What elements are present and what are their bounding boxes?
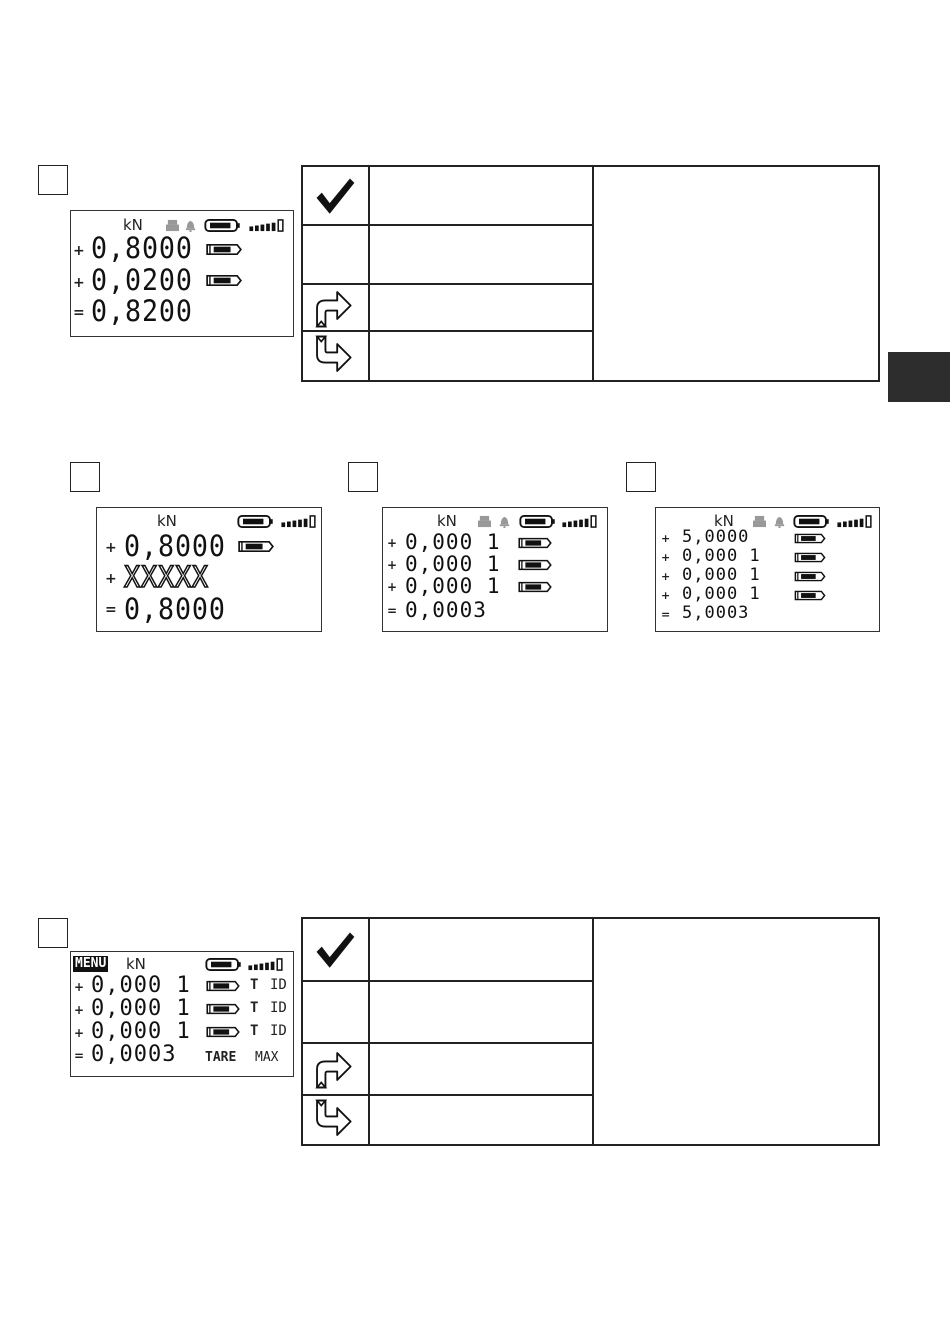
reading-value: 0,000 1 [682,546,761,566]
row-sign: = [73,305,85,321]
battery-icon [793,515,831,528]
sensor-icon [205,242,243,257]
signal-strength-icon [561,515,601,528]
arrow-down-icon[interactable] [312,1097,354,1141]
unit-label: kN [437,512,457,530]
printer-icon [477,515,492,528]
battery-icon [519,515,557,528]
reading-value: 0,000 1 [682,584,761,604]
menu-indicator: MENU [75,956,107,971]
step-box-2b [348,462,378,492]
step-box-2a [70,462,100,492]
reading-value: 0,000 1 [682,565,761,585]
tare-label: TARE [205,1050,237,1065]
row-sign: + [661,589,671,602]
id-flag: ID [270,977,287,993]
arrow-up-icon[interactable] [312,1047,354,1091]
signal-strength-icon [248,219,288,232]
row-sign: = [387,604,398,618]
reading-value: 0,000 1 [405,552,501,576]
id-flag: ID [270,1023,287,1039]
sensor-icon [205,273,243,288]
sensor-icon [517,558,553,572]
tare-flag: T [250,1023,259,1039]
sensor-icon [517,580,553,594]
sensor-icon [517,536,553,550]
reading-value: 0,000 1 [91,973,191,998]
reading-value: 0,8000 [124,592,226,626]
row-sign: + [387,580,398,594]
row-sign: + [661,532,671,545]
printer-icon [752,515,767,528]
step-box-3 [38,918,68,948]
signal-strength-icon [247,958,287,971]
row-sign: + [73,243,85,259]
checkmark-icon[interactable] [313,929,357,973]
row-sign: = [74,1049,85,1063]
reading-value: 0,0003 [91,1042,177,1067]
row-sign: = [661,608,671,621]
reading-value: 0,000 1 [405,530,501,554]
row-sign: + [74,1003,85,1017]
reading-value: XXXXX [124,560,209,594]
reading-value: 0,000 1 [91,996,191,1021]
arrow-down-icon[interactable] [312,333,354,377]
bell-icon [773,515,786,528]
id-flag: ID [270,1000,287,1016]
signal-strength-icon [280,515,320,528]
row-sign: + [74,980,85,994]
tare-flag: T [250,977,259,993]
lcd-display-3 [70,951,294,1077]
reading-value: 0,8200 [91,294,193,328]
reading-value: 0,0200 [91,263,193,297]
reading-value: 0,8000 [91,231,193,265]
step-box-1 [38,165,68,195]
sensor-icon [793,589,827,602]
row-sign: + [73,275,85,291]
row-sign: = [105,602,117,618]
sensor-icon [237,539,275,554]
row-sign: + [661,551,671,564]
bell-icon [498,515,511,528]
step-box-2c [626,462,656,492]
chapter-tab [888,352,950,402]
sensor-icon [793,532,827,545]
reading-value: 5,0003 [682,603,750,623]
unit-label: kN [123,216,143,234]
row-sign: + [105,571,117,587]
unit-label: kN [157,512,177,530]
sensor-icon [205,1002,241,1016]
tare-flag: T [250,1000,259,1016]
lcd-display-1 [70,210,294,337]
key-table-2 [301,917,880,1146]
reading-value: 0,0003 [405,598,487,622]
lcd-display-2a [96,507,322,632]
lcd-display-2b [382,507,608,632]
row-sign: + [74,1026,85,1040]
reading-value: 0,000 1 [91,1019,191,1044]
row-sign: + [105,540,117,556]
battery-icon [204,219,242,232]
signal-strength-icon [836,515,876,528]
row-sign: + [661,570,671,583]
battery-icon [237,515,275,528]
sensor-icon [793,551,827,564]
max-label: MAX [255,1050,279,1065]
unit-label: kN [126,955,146,973]
reading-value: 0,000 1 [405,574,501,598]
reading-value: 5,0000 [682,527,750,547]
row-sign: + [387,558,398,572]
reading-value: 0,8000 [124,529,226,563]
checkmark-icon[interactable] [313,175,357,219]
key-table-1 [301,165,880,382]
battery-icon [205,958,243,971]
sensor-icon [793,570,827,583]
sensor-icon [205,1025,241,1039]
row-sign: + [387,536,398,550]
sensor-icon [205,979,241,993]
arrow-up-icon[interactable] [312,287,354,329]
unit-label: kN [714,512,734,530]
lcd-display-2c [655,507,880,632]
